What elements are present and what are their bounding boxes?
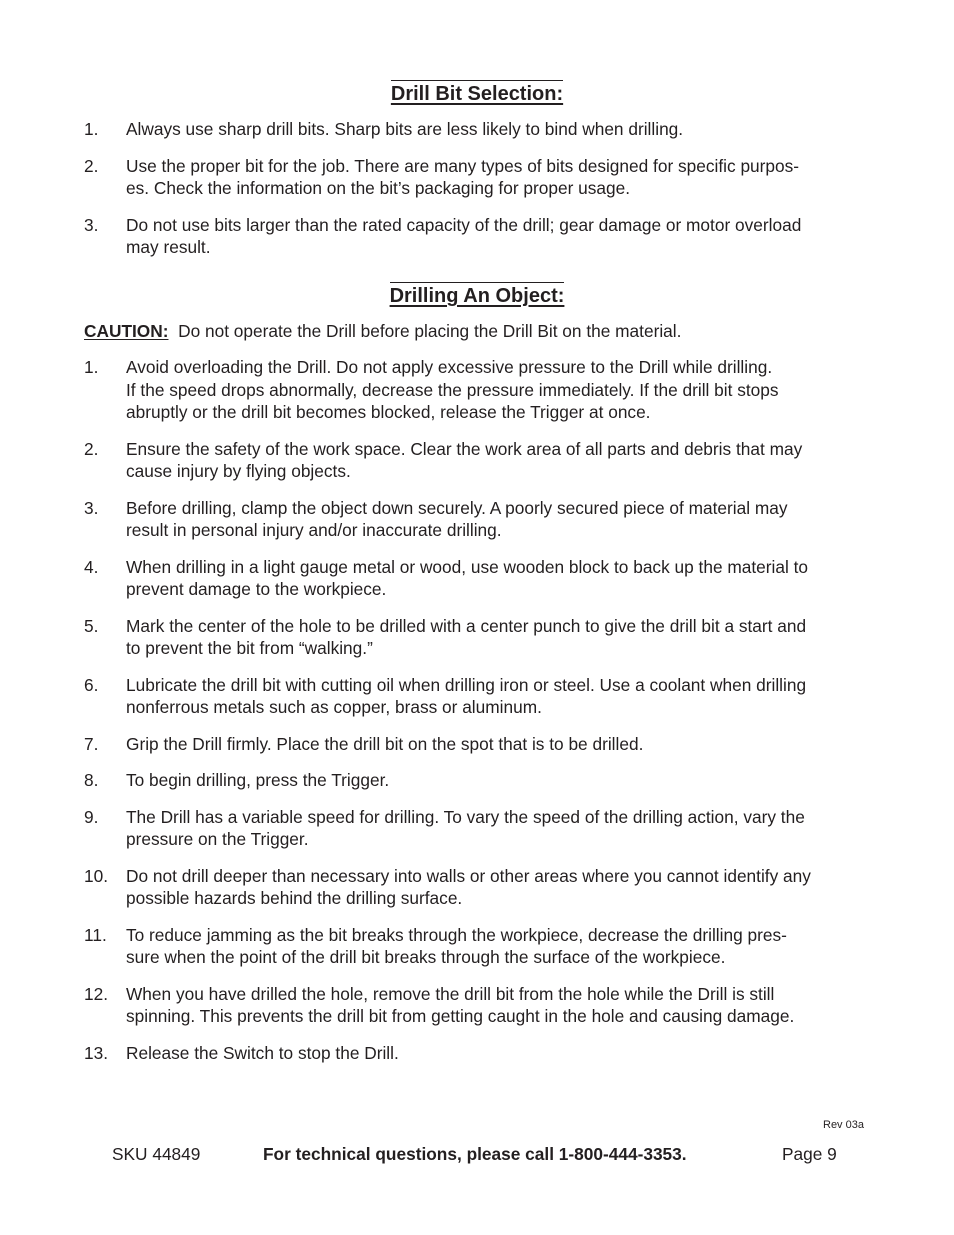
list-item <box>84 118 874 141</box>
list-item <box>84 497 874 542</box>
list-item <box>84 924 874 969</box>
list-item-number: 10. <box>84 865 109 886</box>
list-item-text: Use the proper bit for the job. There are many types of bits designed for specific purpos- es. Check the information on the bit’s packaging for proper usage. <box>126 155 800 198</box>
list-item-number: 7. <box>84 733 99 754</box>
caution-label: CAUTION: <box>84 321 169 341</box>
list-item-number: 2. <box>84 438 99 459</box>
list-item <box>84 674 874 719</box>
list-item-number: 8. <box>84 770 99 790</box>
list-item <box>84 865 874 910</box>
list-item-number: 1. <box>84 119 99 139</box>
drill-bit-selection-heading: Drill Bit Selection: <box>0 80 954 106</box>
list-item <box>84 983 874 1028</box>
list-item-number: 3. <box>84 214 99 235</box>
drilling-an-object-list <box>84 356 874 1078</box>
list-item-number: 12. <box>84 983 109 1004</box>
list-item-text: Grip the Drill firmly. Place the drill bit on the spot that is to be drilled. <box>126 733 644 754</box>
list-item <box>84 1042 874 1065</box>
drilling-an-object-heading: Drilling An Object: <box>0 282 954 308</box>
drill-bit-selection-list <box>84 118 874 259</box>
list-item-text: Ensure the safety of the work space. Clear the work area of all parts and debris that may cause injury by flying objects. <box>126 438 803 481</box>
list-item <box>84 356 874 424</box>
list-item-text: To reduce jamming as the bit breaks through the workpiece, decrease the drilling pres- sure when the point of the drill bit breaks through the surface of the workpiece. <box>126 924 787 967</box>
revision-label: Rev 03a <box>823 1119 864 1131</box>
list-item <box>84 806 874 851</box>
list-item-text: The Drill has a variable speed for drilling. To vary the speed of the drilling action, vary the pressure on the Trigger. <box>126 806 805 849</box>
caution-note <box>84 320 884 343</box>
list-item-number: 2. <box>84 155 99 176</box>
list-item-number: 13. <box>84 1042 109 1063</box>
list-item-text: To begin drilling, press the Trigger. <box>126 770 390 790</box>
list-item-text: Do not drill deeper than necessary into walls or other areas where you cannot identify any possible hazards behind the drilling surface. <box>126 865 811 908</box>
list-item <box>84 556 874 601</box>
list-item-number: 3. <box>84 497 99 518</box>
list-item-text: Avoid overloading the Drill. Do not apply excessive pressure to the Drill while drilling. If the speed drops abnormally, decrease the pressure immediately. If the drill bit stops abruptly or the drill bit becomes blocked, release the Trigger at once. <box>126 357 779 422</box>
tech-support-line: For technical questions, please call 1-800-444-3353. <box>263 1144 687 1164</box>
list-item <box>84 733 874 756</box>
list-item <box>84 438 874 483</box>
list-item-number: 9. <box>84 806 99 827</box>
list-item-number: 1. <box>84 357 99 377</box>
list-item-text: When you have drilled the hole, remove the drill bit from the hole while the Drill is still spinning. This prevents the drill bit from getting caught in the hole and causing damage. <box>126 983 795 1026</box>
page-number: Page 9 <box>782 1144 837 1164</box>
list-item-text: When drilling in a light gauge metal or wood, use wooden block to back up the material to prevent damage to the workpiece. <box>126 556 809 599</box>
list-item-text: Mark the center of the hole to be drilled with a center punch to give the drill bit a start and to prevent the bit from “walking.” <box>126 615 807 658</box>
list-item <box>84 615 874 660</box>
list-item-text: Release the Switch to stop the Drill. <box>126 1042 399 1063</box>
list-item-number: 4. <box>84 556 99 577</box>
list-item <box>84 155 874 200</box>
sku-label: SKU 44849 <box>112 1144 201 1164</box>
list-item-text: Lubricate the drill bit with cutting oil when drilling iron or steel. Use a coolant when drilling nonferrous metals such as copper, brass or aluminum. <box>126 674 807 717</box>
list-item-number: 11. <box>84 924 107 945</box>
list-item-text: Do not use bits larger than the rated capacity of the drill; gear damage or motor overload may result. <box>126 214 802 257</box>
list-item <box>84 214 874 259</box>
caution-text: Do not operate the Drill before placing the Drill Bit on the material. <box>168 321 682 341</box>
list-item <box>84 769 874 792</box>
list-item-number: 5. <box>84 615 99 636</box>
list-item-text: Always use sharp drill bits. Sharp bits are less likely to bind when drilling. <box>126 119 684 139</box>
list-item-number: 6. <box>84 674 99 695</box>
list-item-text: Before drilling, clamp the object down securely. A poorly secured piece of material may result in personal injury and/or inaccurate drilling. <box>126 497 788 540</box>
